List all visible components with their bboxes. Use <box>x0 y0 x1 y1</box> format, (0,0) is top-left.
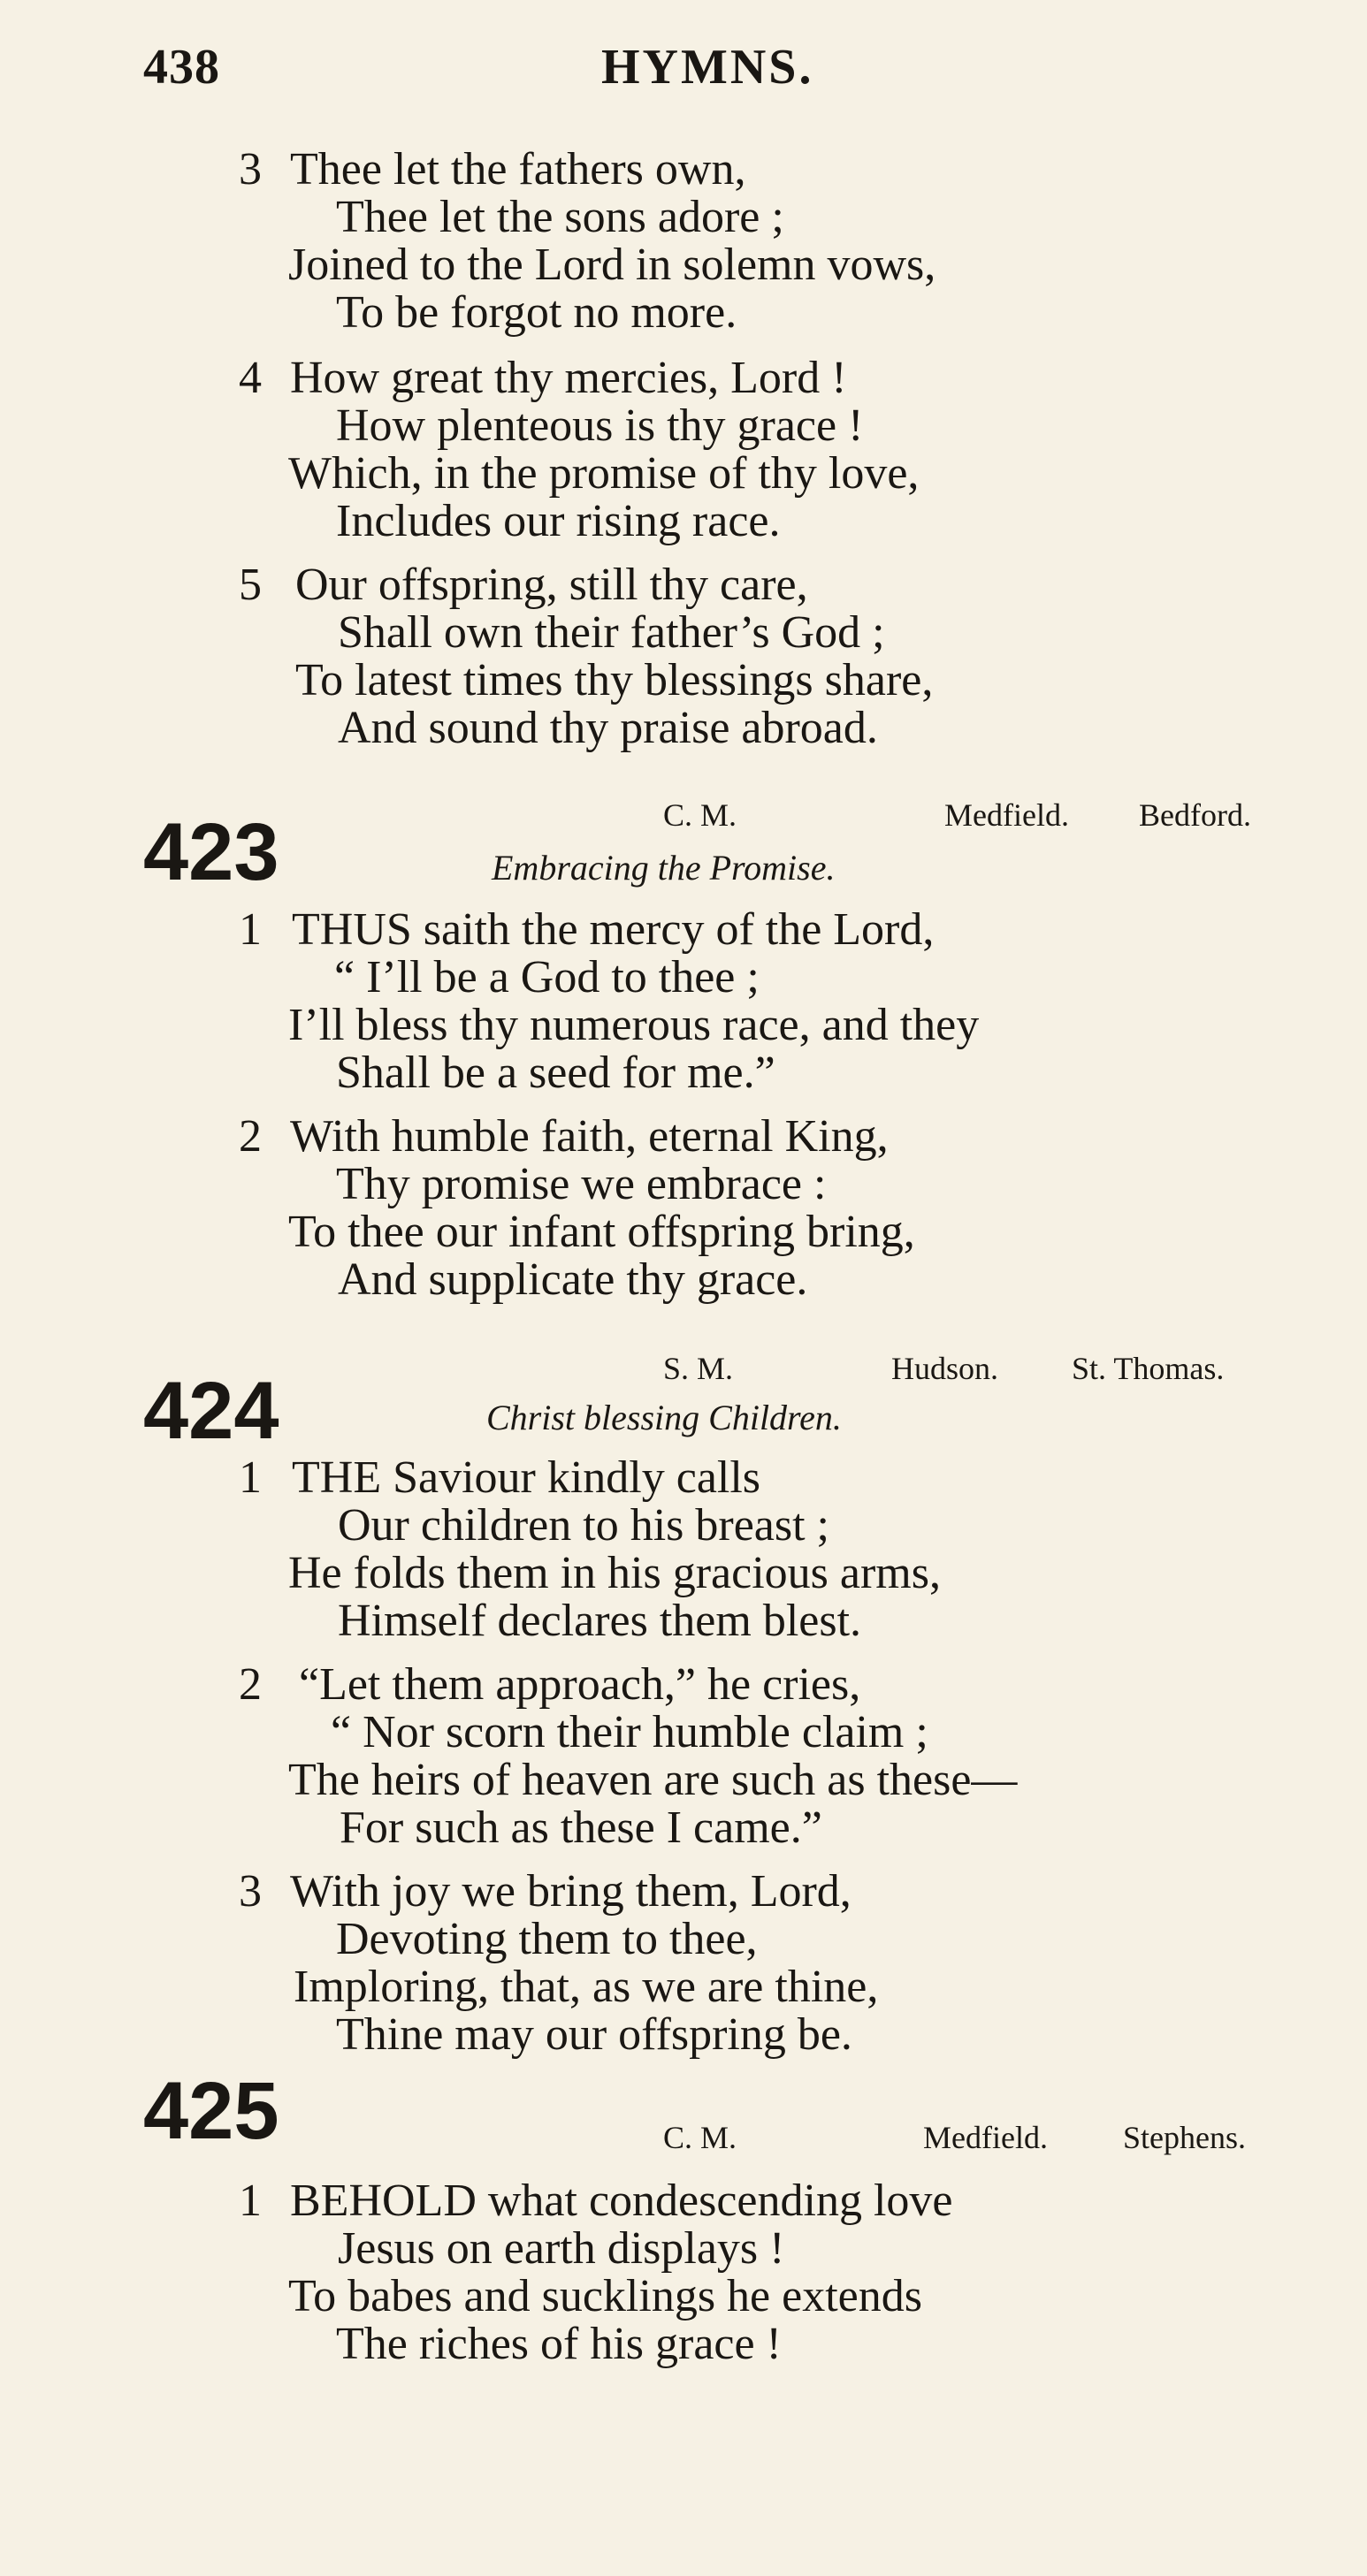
verse-line: The heirs of heaven are such as these— <box>288 1755 1018 1805</box>
verse-line: BEHOLD what condescending love <box>290 2176 953 2226</box>
verse-line: For such as these I came.” <box>340 1802 822 1853</box>
verse-line: Imploring, that, as we are thine, <box>294 1962 879 2012</box>
verse-line: How great thy mercies, Lord ! <box>290 353 847 403</box>
verse-line: Thee let the sons adore ; <box>336 192 784 242</box>
hymn-number: 424 <box>143 1366 279 1456</box>
stanza-number: 4 <box>239 353 262 403</box>
page-number: 438 <box>143 40 220 95</box>
verse-line: To be forgot no more. <box>336 287 737 338</box>
stanza-number: 1 <box>239 1452 262 1503</box>
verse-line: How plenteous is thy grace ! <box>336 400 864 451</box>
stanza-number: 3 <box>239 1866 262 1917</box>
verse-line: Devoting them to thee, <box>336 1914 758 1964</box>
hymn-subject: Christ blessing Children. <box>486 1398 842 1437</box>
verse-line: THUS saith the mercy of the Lord, <box>292 904 935 955</box>
verse-line: Jesus on earth displays ! <box>338 2223 785 2274</box>
verse-line: Thine may our offspring be. <box>336 2009 852 2060</box>
stanza-number: 2 <box>239 1659 262 1710</box>
verse-line: Thee let the fathers own, <box>290 144 746 194</box>
verse-line: THE Saviour kindly calls <box>292 1452 761 1503</box>
meter: C. M. <box>663 2120 737 2155</box>
stanza-number: 1 <box>239 904 262 955</box>
verse-line: The riches of his grace ! <box>336 2319 782 2369</box>
hymn-subject: Embracing the Promise. <box>492 848 836 888</box>
verse-line: Includes our rising race. <box>336 496 781 546</box>
verse-line: “ Nor scorn their humble claim ; <box>331 1707 928 1757</box>
verse-line: To babes and sucklings he extends <box>288 2271 922 2321</box>
verse-line: Shall own their father’s God ; <box>338 607 885 658</box>
tune-name: Bedford. <box>1139 797 1251 833</box>
verse-line: He folds them in his gracious arms, <box>288 1548 941 1598</box>
verse-line: “Let them approach,” he cries, <box>299 1659 861 1710</box>
verse-line: Himself declares them blest. <box>338 1596 862 1646</box>
verse-line: And sound thy praise abroad. <box>338 703 878 753</box>
meter: S. M. <box>663 1351 734 1386</box>
verse-line: To thee our infant offspring bring, <box>288 1207 915 1257</box>
tune-name: Hudson. <box>891 1351 999 1386</box>
tune-name: Medfield. <box>923 2120 1048 2155</box>
hymn-number: 425 <box>143 2066 279 2156</box>
verse-line: Joined to the Lord in solemn vows, <box>288 240 936 290</box>
tune-name: St. Thomas. <box>1072 1351 1225 1386</box>
verse-line: “ I’ll be a God to thee ; <box>334 952 760 1002</box>
stanza-number: 5 <box>239 560 262 610</box>
meter: C. M. <box>663 797 737 833</box>
verse-line: Which, in the promise of thy love, <box>288 448 920 499</box>
verse-line: Thy promise we embrace : <box>336 1159 827 1209</box>
verse-line: And supplicate thy grace. <box>338 1254 808 1305</box>
tune-name: Medfield. <box>944 797 1069 833</box>
stanza-number: 1 <box>239 2176 262 2226</box>
verse-line: With joy we bring them, Lord, <box>290 1866 852 1917</box>
hymn-number: 423 <box>143 807 279 897</box>
verse-line: With humble faith, eternal King, <box>290 1111 889 1162</box>
verse-line: To latest times thy blessings share, <box>295 655 934 705</box>
verse-line: Our offspring, still thy care, <box>295 560 808 610</box>
verse-line: Our children to his breast ; <box>338 1500 829 1551</box>
stanza-number: 2 <box>239 1111 262 1162</box>
tune-name: Stephens. <box>1123 2120 1246 2155</box>
running-title: HYMNS. <box>601 40 814 95</box>
verse-line: I’ll bless thy numerous race, and they <box>288 1000 980 1050</box>
verse-line: Shall be a seed for me.” <box>336 1048 775 1098</box>
stanza-number: 3 <box>239 144 262 194</box>
